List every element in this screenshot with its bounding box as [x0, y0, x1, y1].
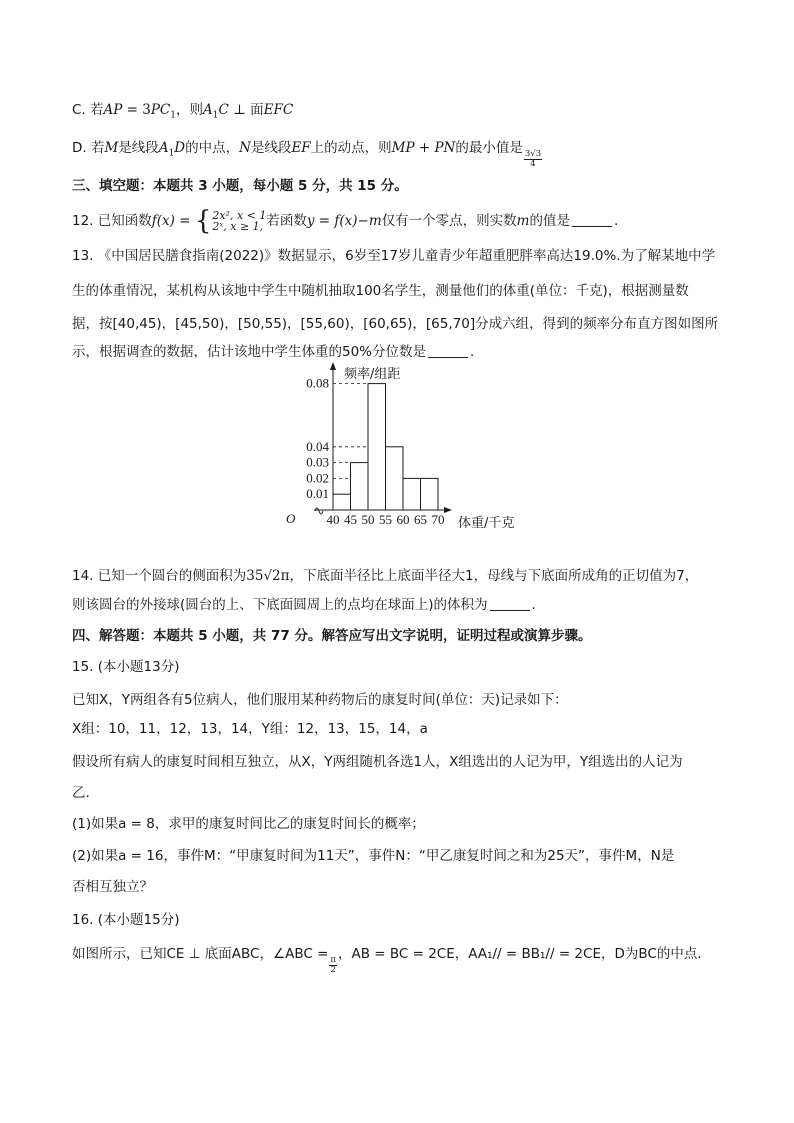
- q13-line-3: 据，按[40,45)，[45,50)，[50,55)，[55,60)，[60,65)，[65,70]分成六组，得到的频率分布直方图如图所: [72, 316, 719, 332]
- q16-text: ，AB = BC = 2CE，AA₁// = BB₁// = 2CE，D为BC的中点.: [337, 946, 702, 962]
- y-tick-label: 0.03: [306, 454, 329, 470]
- section-3-heading: 三、填空题：本题共 3 小题，每小题 5 分，共 15 分。: [72, 178, 408, 194]
- histogram-bar: [403, 478, 421, 510]
- frac-den: 2: [330, 965, 336, 975]
- q15-line-3: 假设所有病人的康复时间相互独立，从X，Y两组随机各选1人，X组选出的人记为甲，Y组选出的人记为: [72, 754, 683, 770]
- frac-num: π: [330, 955, 336, 965]
- math-a-sub: 1: [212, 110, 219, 121]
- math-pc-sub: 1: [170, 110, 176, 121]
- q14-text: 14. 已知一个圆台的侧面积为: [72, 568, 247, 584]
- q16-text: 如图所示，已知CE ⊥ 底面ABC，∠ABC =: [72, 946, 329, 962]
- q14-line-2: [72, 595, 724, 615]
- y-tick-label: 0.01: [306, 486, 329, 502]
- math-ap: AP: [103, 102, 123, 118]
- option-d-text: 的最小值是: [455, 140, 523, 156]
- option-d-text: 是线段: [118, 140, 159, 156]
- q13-line-1: 13. 《中国居民膳食指南(2022)》数据显示，6岁至17岁儿童青少年超重肥胖率高达19.0%.为了解某地中学: [72, 248, 716, 264]
- q13-text: 示，根据调查的数据，估计该地中学生体重的50%分位数是: [72, 344, 427, 360]
- option-d-prefix: D. 若: [72, 140, 105, 156]
- y-tick-label: 0.08: [306, 375, 329, 391]
- x-tick-label: 40: [326, 512, 340, 527]
- axis-break-icon: [315, 508, 323, 514]
- q14-text: 则该圆台的外接球(圆台的上、下底面圆周上的点均在球面上)的体积为: [72, 597, 488, 613]
- x-tick-label: 45: [344, 512, 357, 527]
- q12-text: 若函数: [266, 213, 307, 229]
- q14-text: ，下底面半径比上底面半径大1，母线与下底面所成角的正切值为7，: [289, 568, 699, 584]
- histogram-bar: [421, 478, 439, 510]
- math-perp: ⊥ 面: [228, 102, 264, 118]
- histogram-bar: [351, 463, 369, 510]
- y-tick-label: 0.02: [306, 470, 329, 486]
- x-tick-label: 55: [379, 512, 392, 527]
- histogram-bar: [386, 447, 404, 510]
- math-mp-pn: MP + PN: [391, 140, 456, 156]
- histogram-bar: [333, 494, 351, 510]
- q15-part-2a: (2)如果a = 16，事件M：“甲康复时间为11天”，事件N：“甲乙康复时间之和为25天”，事件M，N是: [72, 848, 675, 864]
- origin-label: O: [286, 511, 296, 526]
- q13-line-4: [72, 342, 724, 362]
- y-tick-label: 0.04: [306, 438, 329, 454]
- x-tick-label: 50: [361, 512, 375, 527]
- math-eq: = 3: [122, 102, 151, 118]
- q15-line-2: X组：10，11，12，13，14，Y组：12，13，15，14，a: [72, 721, 428, 737]
- y-axis-arrow-icon: [330, 362, 336, 370]
- q15-part-1: (1)如果a = 8，求甲的康复时间比乙的康复时间长的概率；: [72, 816, 425, 832]
- math-fx: f(x) =: [151, 213, 191, 229]
- q16-line-1: [72, 944, 724, 975]
- math-c: C: [218, 102, 229, 118]
- x-axis-label: 体重/千克: [458, 516, 515, 531]
- math-efc: EFC: [263, 102, 294, 118]
- q15-line-1: 已知X，Y两组各有5位病人，他们服用某种药物后的康复时间(单位：天)记录如下：: [72, 692, 568, 708]
- option-c-then: ，则: [176, 102, 203, 118]
- option-c-prefix: C. 若: [72, 102, 104, 118]
- q12-period: .: [613, 213, 619, 229]
- q12-text: 的值是: [529, 213, 570, 229]
- option-d-text: 是线段: [250, 140, 292, 156]
- option-d-text: 上的动点，则: [310, 140, 392, 156]
- option-d: [72, 138, 724, 169]
- q13-line-2: 生的体重情况，某机构从该地中学生中随机抽取100名学生，测量他们的体重(单位：千克)，根据测量数: [72, 283, 689, 299]
- q16-header: 16. (本小题15分): [72, 912, 180, 928]
- x-tick-label: 70: [431, 512, 445, 527]
- math-a: A: [203, 102, 213, 118]
- math-pc: PC: [150, 102, 171, 118]
- math-area: 35√2π: [246, 568, 290, 584]
- q15-line-4: 乙.: [72, 785, 90, 801]
- math-n: N: [239, 140, 251, 156]
- x-axis-arrow-icon: [444, 507, 452, 513]
- frequency-histogram: [262, 360, 562, 532]
- q12-prefix: 12. 已知函数: [72, 213, 152, 229]
- fraction-pi-over-2: [329, 956, 337, 975]
- q13-period: .: [470, 344, 475, 360]
- piecewise-function: [195, 208, 267, 234]
- q12-text: 仅有一个零点，则实数: [381, 213, 517, 229]
- math-ef: EF: [291, 140, 311, 156]
- question-12: [72, 208, 724, 234]
- x-tick-label: 65: [414, 512, 427, 527]
- q14-period: .: [531, 597, 536, 613]
- frac-den: 4: [530, 159, 536, 169]
- math-y-fx-m: y = f(x)−m: [306, 213, 382, 229]
- option-d-text: 的中点，: [185, 140, 240, 156]
- case-1: 2x², x < 1: [212, 209, 267, 222]
- x-tick-label: 60: [396, 512, 410, 527]
- q15-header: 15. (本小题13分): [72, 659, 180, 675]
- math-a1d-a: A: [158, 140, 169, 156]
- case-2: 2ˣ, x ≥ 1,: [212, 220, 264, 233]
- math-m: M: [104, 140, 119, 156]
- answer-blank[interactable]: [572, 214, 612, 227]
- math-m: m: [516, 213, 530, 229]
- math-a1d-d: D: [174, 140, 186, 156]
- fraction-3sqrt3-over-4: [524, 150, 542, 169]
- q14-line-1: [72, 566, 724, 586]
- answer-blank[interactable]: [428, 345, 468, 358]
- y-axis-label: 频率/组距: [344, 367, 401, 382]
- math-a1d-sub: 1: [168, 148, 175, 159]
- frac-num: 3√3: [524, 149, 542, 159]
- section-4-heading: 四、解答题：本题共 5 小题，共 77 分。解答应写出文字说明，证明过程或演算步骤。: [72, 628, 592, 644]
- q15-part-2b: 否相互独立？: [72, 879, 153, 895]
- brace-icon: {: [194, 206, 212, 236]
- histogram-bar: [368, 384, 386, 510]
- option-c: [72, 100, 724, 126]
- answer-blank[interactable]: [490, 598, 530, 611]
